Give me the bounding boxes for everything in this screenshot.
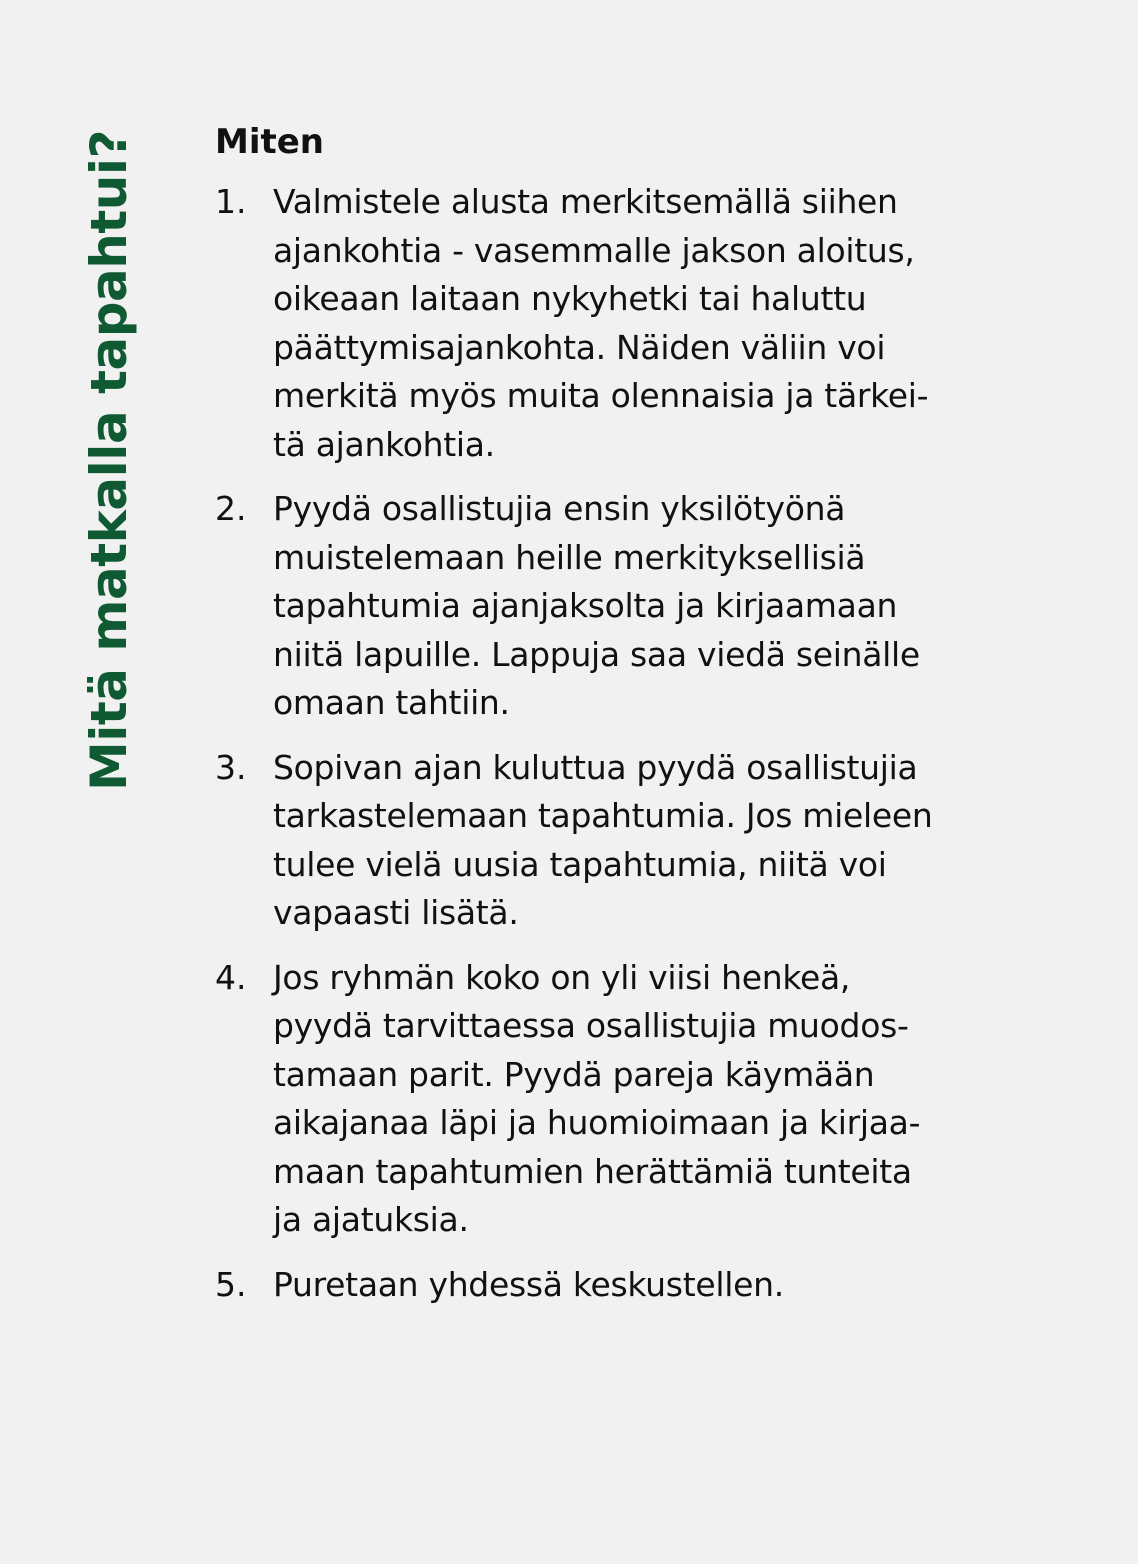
list-item — [215, 954, 1095, 1245]
list-item — [215, 485, 1095, 728]
step-text: Sopivan ajan kuluttua pyydä osallistujia tarkastelemaan tapahtumia. Jos mieleen tulee vielä uusia tapahtumia, niitä voi vapaasti lisätä. — [273, 747, 933, 932]
step-number: 5. — [215, 1264, 247, 1304]
step-text: Jos ryhmän koko on yli viisi henkeä, pyydä tarvittaessa osallistujia muodos- tamaan parit. Pyydä pareja käymään aikajanaa läpi ja huomioimaan ja kirjaa- maan tapahtumien herättämiä tunteita ja ajatuksia. — [273, 957, 921, 1239]
step-number: 1. — [215, 182, 247, 221]
list-item — [215, 744, 1095, 938]
instructions-section — [215, 118, 1095, 1325]
step-number: 4. — [215, 957, 247, 997]
step-text: Pyydä osallistujia ensin yksilötyönä muistelemaan heille merkityksellisiä tapahtumia ajanjaksolta ja kirjaamaan niitä lapuille. Lappuja saa viedä seinälle omaan tahtiin. — [273, 489, 920, 722]
list-item — [215, 1261, 1095, 1310]
list-item — [215, 178, 1095, 469]
section-heading: Miten — [215, 122, 325, 162]
side-title: Mitä matkalla tapahtui? — [80, 130, 138, 792]
step-number: 3. — [215, 747, 247, 787]
side-title-container — [78, 130, 140, 920]
steps-list — [215, 178, 1095, 1309]
step-text: Valmistele alusta merkitsemällä siihen ajankohtia - vasemmalle jakson aloitus, oikeaan laitaan nykyhetki tai haluttu päättymisajankohta. Näiden väliin voi merkitä myös muita olennaisia ja tärkei- tä ajankohtia. — [273, 182, 929, 464]
step-number: 2. — [215, 489, 247, 528]
step-text: Puretaan yhdessä keskustellen. — [273, 1264, 784, 1304]
